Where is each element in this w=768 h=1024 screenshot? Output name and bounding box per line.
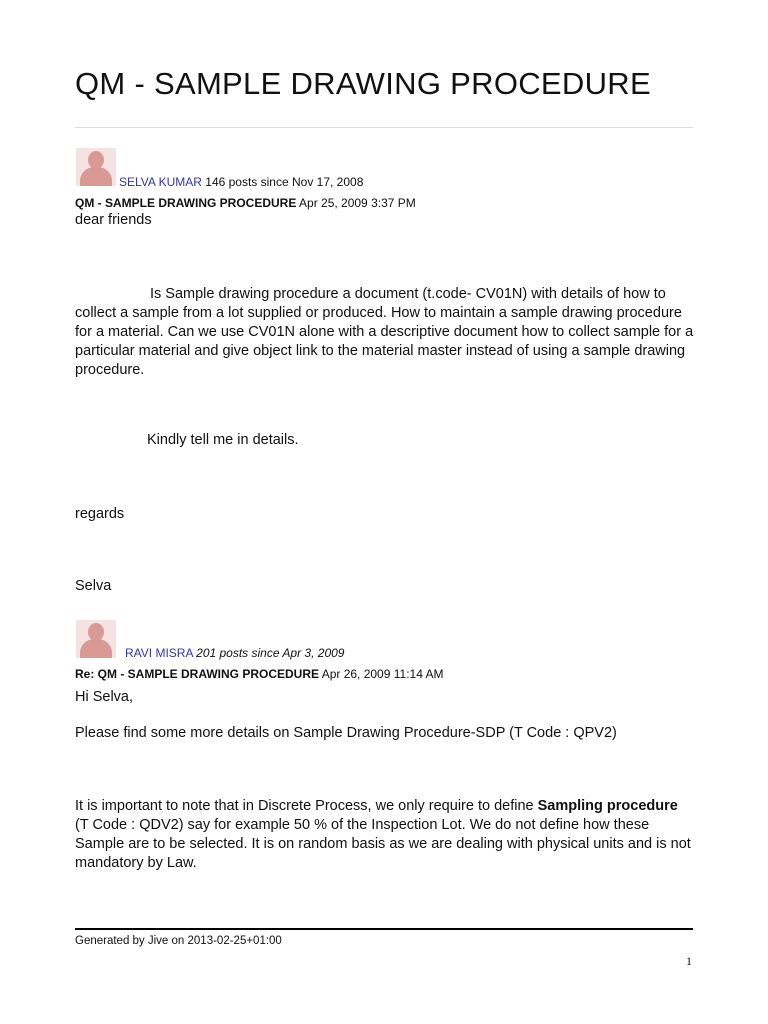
footer-rule: [75, 928, 693, 930]
post-author-line: [125, 646, 344, 660]
post-date: Apr 26, 2009 11:14 AM: [321, 667, 444, 681]
text-run: (T Code : QDV2) say for example 50 % of the Inspection Lot. We do not define how these Sample are to be selected. It is on random basis as we are dealing with physical units and is not mandatory by Law.: [75, 817, 691, 871]
post-text: Please find some more details on Sample Drawing Procedure-SDP (T Code : QPV2): [75, 725, 617, 741]
post-date: Apr 25, 2009 3:37 PM: [299, 196, 416, 210]
page-number: 1: [686, 954, 692, 968]
author-link[interactable]: SELVA KUMAR: [119, 175, 202, 189]
author-meta: 146 posts since Nov 17, 2008: [205, 175, 364, 189]
post-text: Is Sample drawing procedure a document (t.code- CV01N) with details of how to collect a sample from a lot supplied or produced. How to maintain a sample drawing procedure for a material. Can we use CV01N alone with a descriptive document how to collect sample for a particular material and give object link to the material master instead of using a sample drawing procedure.: [75, 286, 694, 378]
footer-generated: Generated by Jive on 2013-02-25+01:00: [75, 935, 282, 947]
author-link[interactable]: RAVI MISRA: [125, 646, 193, 660]
avatar-icon: [76, 148, 116, 186]
post-subject-line: [75, 667, 444, 681]
post-subject: QM - SAMPLE DRAWING PROCEDURE: [75, 196, 297, 210]
page-title: QM - SAMPLE DRAWING PROCEDURE: [75, 66, 651, 101]
author-meta: 201 posts since Apr 3, 2009: [196, 646, 345, 660]
post-text: dear friends: [75, 212, 152, 228]
avatar-icon: [76, 620, 116, 658]
divider: [75, 127, 693, 128]
bold-term: Sampling procedure: [537, 798, 678, 814]
post-subject: Re: QM - SAMPLE DRAWING PROCEDURE: [75, 667, 320, 681]
post-text: Selva: [75, 578, 112, 594]
post-author-line: [119, 175, 363, 189]
post-subject-line: [75, 196, 416, 210]
post-text: [75, 797, 695, 873]
post-text: regards: [75, 506, 125, 522]
post-text: Hi Selva,: [75, 689, 134, 705]
post-text: Kindly tell me in details.: [147, 432, 299, 448]
text-run: It is important to note that in Discrete Process, we only require to define: [75, 798, 538, 814]
